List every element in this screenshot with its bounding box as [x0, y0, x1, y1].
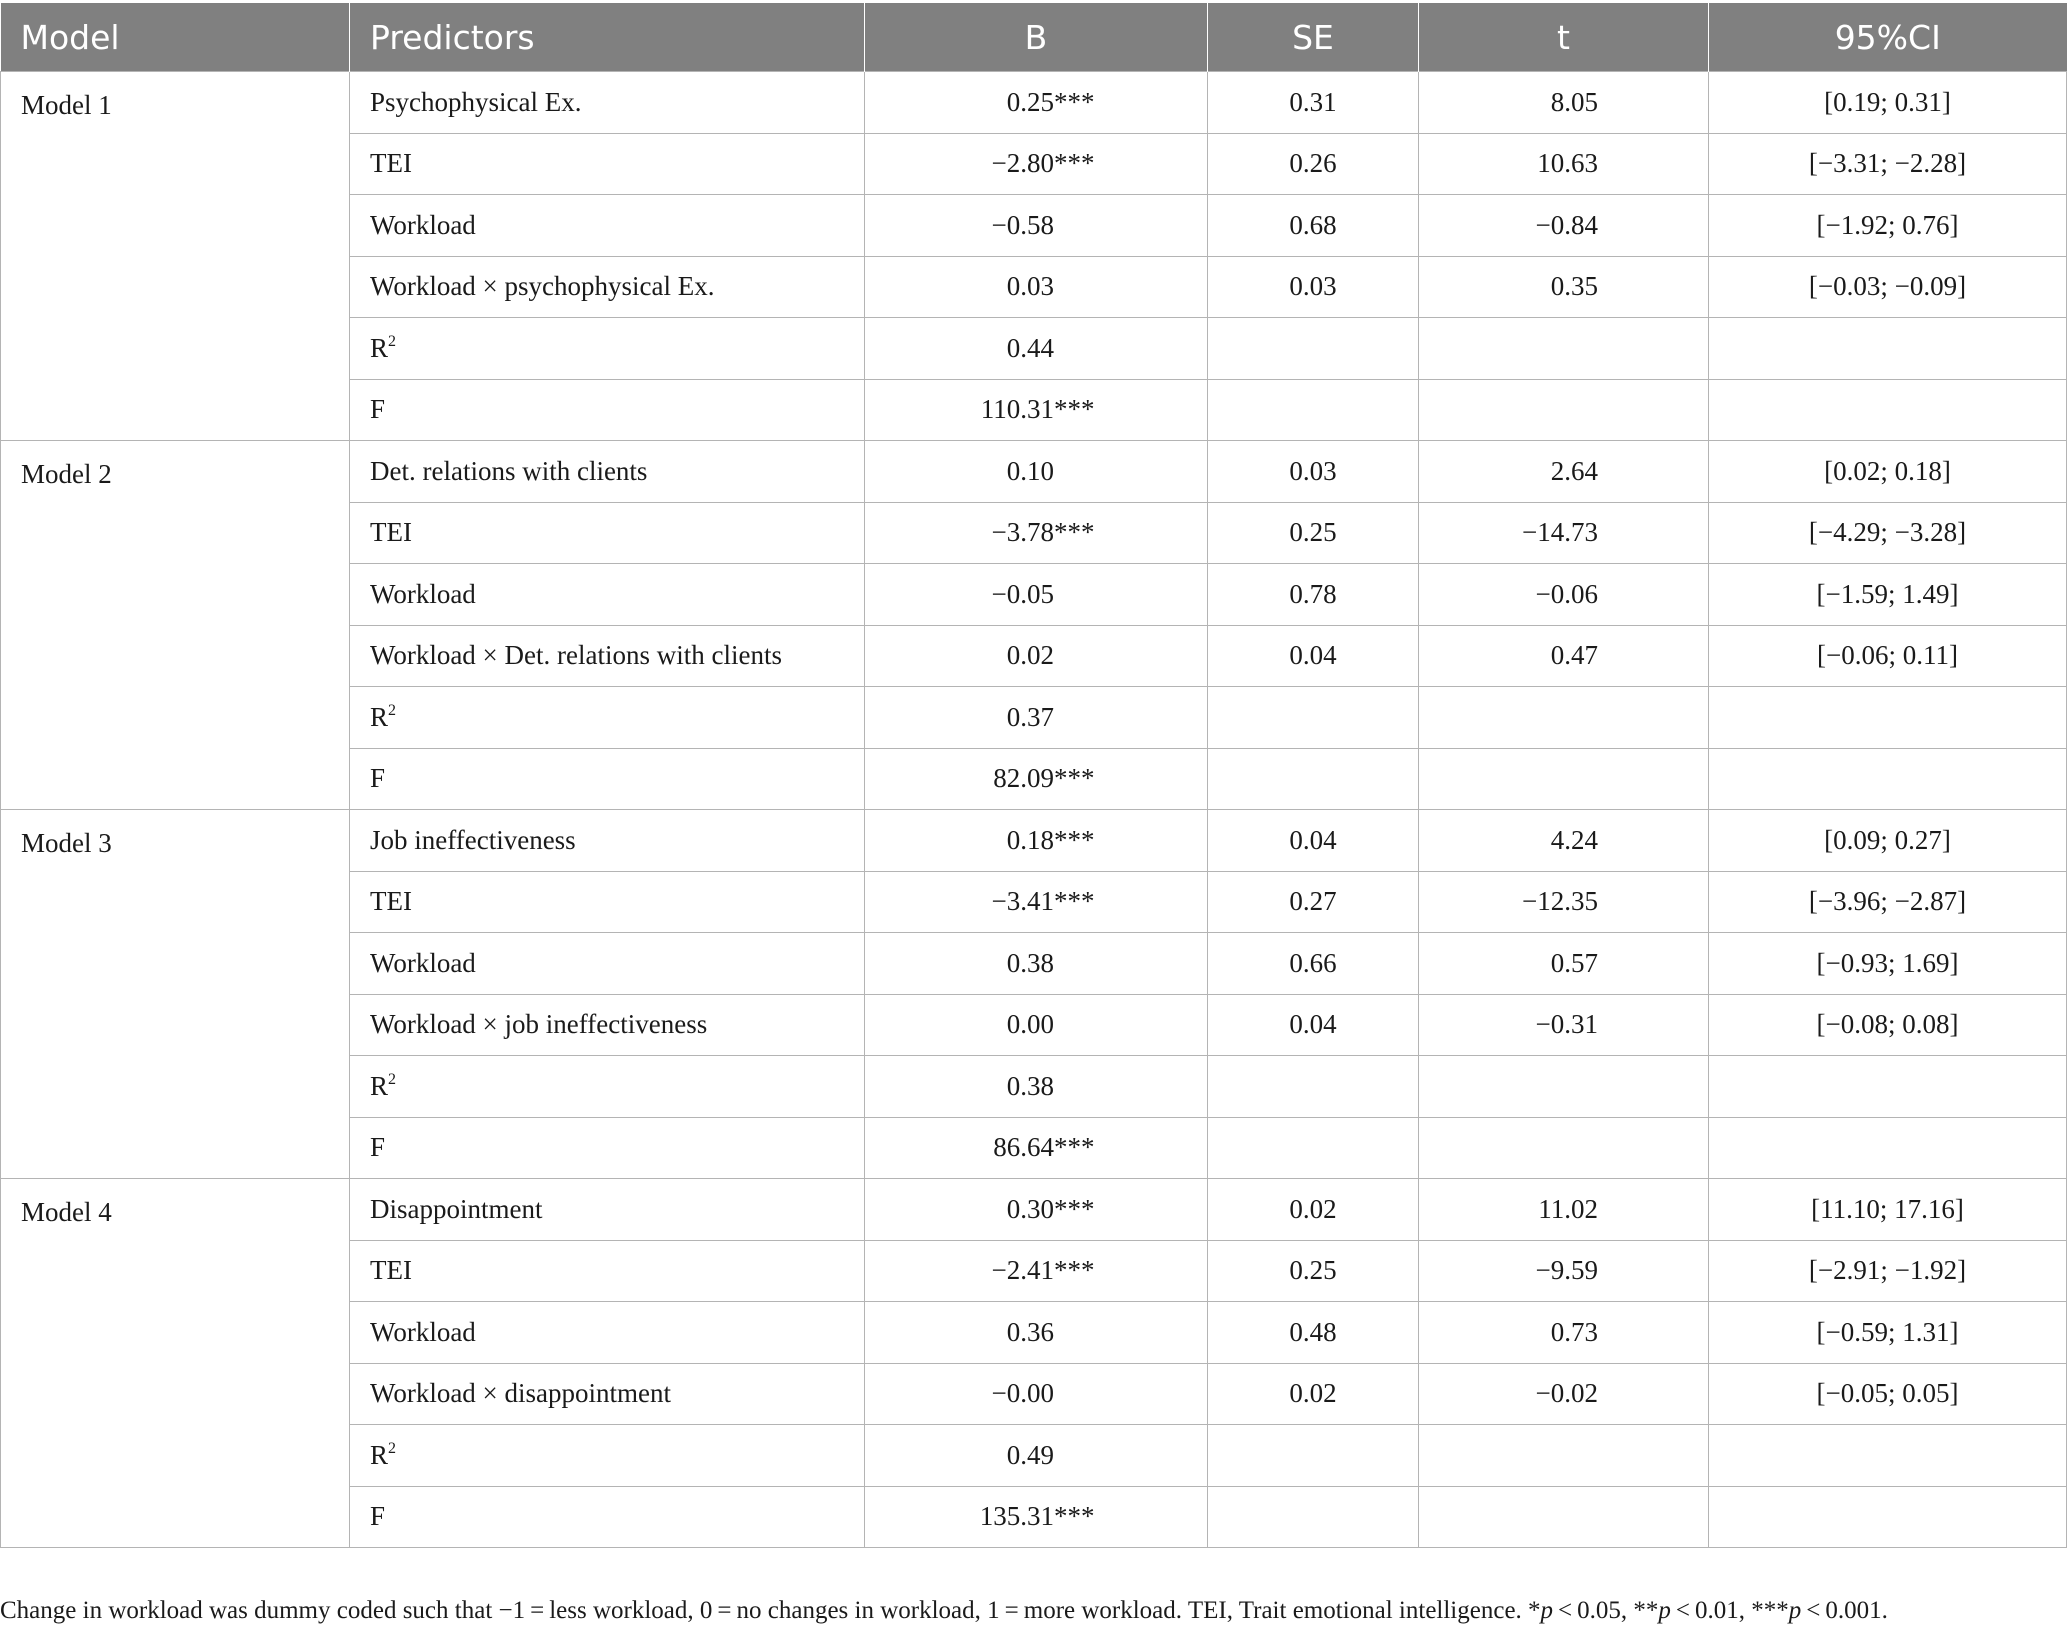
se-value: 0.68 — [1208, 195, 1419, 257]
b-value: 0.25 — [1006, 86, 1054, 117]
b-value: 0.36 — [1006, 1316, 1054, 1347]
header-t: t — [1419, 3, 1709, 72]
se-value: 0.04 — [1208, 994, 1419, 1056]
b-cell — [865, 502, 1208, 564]
header-row — [1, 3, 2067, 72]
r-superscript: 2 — [388, 1439, 397, 1457]
empty-cell — [1419, 379, 1709, 441]
note-p1: p — [1540, 1597, 1554, 1624]
predictor-name: Workload — [350, 933, 865, 995]
empty-cell — [1709, 1486, 2067, 1548]
f-label: F — [350, 1486, 865, 1548]
note-p2: p — [1658, 1597, 1671, 1624]
empty-cell — [1208, 318, 1419, 380]
b-value: 0.38 — [1006, 947, 1054, 978]
se-value: 0.66 — [1208, 933, 1419, 995]
b-cell — [865, 1179, 1208, 1241]
f-label: F — [350, 379, 865, 441]
regression-table — [0, 3, 2067, 1548]
t-value: −12.35 — [1419, 871, 1709, 933]
ci-value: [−0.59; 1.31] — [1709, 1302, 2067, 1364]
ci-value: [0.19; 0.31] — [1709, 72, 2067, 134]
header-model: Model — [1, 3, 350, 72]
b-value: 135.31 — [979, 1501, 1054, 1532]
ci-value: [−2.91; −1.92] — [1709, 1240, 2067, 1302]
model-name: Model 2 — [1, 441, 350, 810]
b-value: 0.00 — [1006, 1009, 1054, 1040]
b-value: 0.02 — [1006, 640, 1054, 671]
b-cell — [865, 994, 1208, 1056]
r-superscript: 2 — [388, 332, 397, 350]
ci-value: [−0.05; 0.05] — [1709, 1363, 2067, 1425]
ci-value: [−0.06; 0.11] — [1709, 625, 2067, 687]
b-value: −0.05 — [991, 578, 1054, 609]
ci-value: [11.10; 17.16] — [1709, 1179, 2067, 1241]
empty-cell — [1208, 379, 1419, 441]
ci-value: [−4.29; −3.28] — [1709, 502, 2067, 564]
se-value: 0.04 — [1208, 810, 1419, 872]
significance-stars: *** — [1054, 86, 1095, 117]
note-t2: < 0.01, *** — [1670, 1597, 1789, 1624]
b-value: 82.09 — [993, 763, 1054, 794]
se-value: 0.25 — [1208, 1240, 1419, 1302]
b-cell — [865, 1117, 1208, 1179]
table-row — [1, 72, 2067, 134]
b-cell — [865, 1240, 1208, 1302]
empty-cell — [1208, 1425, 1419, 1487]
se-value: 0.78 — [1208, 564, 1419, 626]
r-superscript: 2 — [388, 1070, 397, 1088]
se-value: 0.31 — [1208, 72, 1419, 134]
table-footnote — [0, 1597, 1888, 1625]
b-cell — [865, 379, 1208, 441]
f-label: F — [350, 1117, 865, 1179]
t-value: 0.57 — [1419, 933, 1709, 995]
t-value: 8.05 — [1419, 72, 1709, 134]
header-ci: 95%CI — [1709, 3, 2067, 72]
model-name: Model 3 — [1, 810, 350, 1179]
empty-cell — [1709, 1117, 2067, 1179]
ci-value: [−3.96; −2.87] — [1709, 871, 2067, 933]
b-cell — [865, 441, 1208, 503]
t-value: 0.47 — [1419, 625, 1709, 687]
t-value: −0.84 — [1419, 195, 1709, 257]
t-value: −0.06 — [1419, 564, 1709, 626]
predictor-name: Workload × psychophysical Ex. — [350, 256, 865, 318]
b-value: −0.58 — [991, 209, 1054, 240]
r-label: R — [370, 332, 389, 363]
se-value: 0.48 — [1208, 1302, 1419, 1364]
b-cell — [865, 256, 1208, 318]
empty-cell — [1709, 748, 2067, 810]
b-cell — [865, 933, 1208, 995]
predictor-name: Workload — [350, 564, 865, 626]
f-label: F — [350, 748, 865, 810]
empty-cell — [1208, 1486, 1419, 1548]
se-value: 0.03 — [1208, 441, 1419, 503]
r-label: R — [370, 1070, 389, 1101]
significance-stars: *** — [1054, 517, 1095, 548]
ci-value: [−3.31; −2.28] — [1709, 133, 2067, 195]
ci-value: [−0.08; 0.08] — [1709, 994, 2067, 1056]
predictor-name: Psychophysical Ex. — [350, 72, 865, 134]
b-value: 110.31 — [980, 394, 1054, 425]
b-cell — [865, 195, 1208, 257]
b-value: 0.49 — [1006, 1439, 1054, 1470]
predictor-name: Workload — [350, 1302, 865, 1364]
significance-stars: *** — [1054, 1193, 1095, 1224]
table-row — [1, 1179, 2067, 1241]
r-squared-label — [350, 1056, 865, 1118]
empty-cell — [1208, 687, 1419, 749]
b-value: −3.41 — [991, 886, 1054, 917]
predictor-name: Workload × job ineffectiveness — [350, 994, 865, 1056]
b-value: −2.41 — [991, 1255, 1054, 1286]
b-cell — [865, 564, 1208, 626]
b-cell — [865, 748, 1208, 810]
empty-cell — [1208, 1117, 1419, 1179]
b-value: −2.80 — [991, 148, 1054, 179]
r-superscript: 2 — [388, 701, 397, 719]
b-cell — [865, 871, 1208, 933]
empty-cell — [1419, 748, 1709, 810]
table-body — [1, 72, 2067, 1548]
empty-cell — [1709, 687, 2067, 749]
empty-cell — [1709, 318, 2067, 380]
table-row — [1, 810, 2067, 872]
se-value: 0.04 — [1208, 625, 1419, 687]
model-name: Model 1 — [1, 72, 350, 441]
significance-stars: *** — [1054, 1501, 1095, 1532]
se-value: 0.02 — [1208, 1179, 1419, 1241]
empty-cell — [1208, 748, 1419, 810]
significance-stars: *** — [1054, 148, 1095, 179]
b-cell — [865, 810, 1208, 872]
significance-stars: *** — [1054, 394, 1095, 425]
b-cell — [865, 1363, 1208, 1425]
empty-cell — [1208, 1056, 1419, 1118]
predictor-name: Workload — [350, 195, 865, 257]
empty-cell — [1709, 1056, 2067, 1118]
b-value: 0.03 — [1006, 271, 1054, 302]
predictor-name: Workload × disappointment — [350, 1363, 865, 1425]
ci-value: [−1.59; 1.49] — [1709, 564, 2067, 626]
t-value: 11.02 — [1419, 1179, 1709, 1241]
b-cell — [865, 625, 1208, 687]
b-cell — [865, 318, 1208, 380]
t-value: −9.59 — [1419, 1240, 1709, 1302]
t-value: −0.31 — [1419, 994, 1709, 1056]
r-squared-label — [350, 318, 865, 380]
t-value: 10.63 — [1419, 133, 1709, 195]
t-value: 2.64 — [1419, 441, 1709, 503]
significance-stars: *** — [1054, 763, 1095, 794]
t-value: 0.35 — [1419, 256, 1709, 318]
b-cell — [865, 72, 1208, 134]
b-cell — [865, 1425, 1208, 1487]
b-value: 86.64 — [993, 1132, 1054, 1163]
b-cell — [865, 1056, 1208, 1118]
b-value: 0.10 — [1006, 455, 1054, 486]
predictor-name: Workload × Det. relations with clients — [350, 625, 865, 687]
b-cell — [865, 1302, 1208, 1364]
b-value: 0.30 — [1006, 1193, 1054, 1224]
b-value: −3.78 — [991, 517, 1054, 548]
ci-value: [−1.92; 0.76] — [1709, 195, 2067, 257]
b-cell — [865, 687, 1208, 749]
empty-cell — [1419, 318, 1709, 380]
predictor-name: Disappointment — [350, 1179, 865, 1241]
ci-value: [−0.93; 1.69] — [1709, 933, 2067, 995]
se-value: 0.27 — [1208, 871, 1419, 933]
predictor-name: TEI — [350, 133, 865, 195]
significance-stars: *** — [1054, 886, 1095, 917]
r-squared-label — [350, 687, 865, 749]
b-value: 0.38 — [1006, 1070, 1054, 1101]
se-value: 0.03 — [1208, 256, 1419, 318]
regression-table-container — [0, 3, 2066, 1548]
b-value: 0.44 — [1006, 332, 1054, 363]
note-p3: p — [1788, 1597, 1802, 1624]
note-t3: < 0.001. — [1801, 1597, 1888, 1624]
b-cell — [865, 1486, 1208, 1548]
header-predictors: Predictors — [350, 3, 865, 72]
empty-cell — [1419, 687, 1709, 749]
table-row — [1, 441, 2067, 503]
b-value: −0.00 — [991, 1378, 1054, 1409]
note-text-a: Change in workload was dummy coded such that −1 = less workload, 0 = no changes in workload, 1 = more workload. TEI, Trait emotional intelligence. * — [0, 1597, 1541, 1624]
predictor-name: Job ineffectiveness — [350, 810, 865, 872]
empty-cell — [1419, 1056, 1709, 1118]
t-value: 4.24 — [1419, 810, 1709, 872]
t-value: 0.73 — [1419, 1302, 1709, 1364]
t-value: −14.73 — [1419, 502, 1709, 564]
model-name: Model 4 — [1, 1179, 350, 1548]
predictor-name: Det. relations with clients — [350, 441, 865, 503]
predictor-name: TEI — [350, 502, 865, 564]
empty-cell — [1709, 379, 2067, 441]
predictor-name: TEI — [350, 1240, 865, 1302]
se-value: 0.26 — [1208, 133, 1419, 195]
empty-cell — [1709, 1425, 2067, 1487]
empty-cell — [1419, 1117, 1709, 1179]
empty-cell — [1419, 1486, 1709, 1548]
header-b: B — [865, 3, 1208, 72]
note-t1: < 0.05, ** — [1553, 1597, 1659, 1624]
empty-cell — [1419, 1425, 1709, 1487]
header-se: SE — [1208, 3, 1419, 72]
r-label: R — [370, 1439, 389, 1470]
ci-value: [−0.03; −0.09] — [1709, 256, 2067, 318]
predictor-name: TEI — [350, 871, 865, 933]
b-cell — [865, 133, 1208, 195]
t-value: −0.02 — [1419, 1363, 1709, 1425]
significance-stars: *** — [1054, 824, 1095, 855]
se-value: 0.25 — [1208, 502, 1419, 564]
se-value: 0.02 — [1208, 1363, 1419, 1425]
ci-value: [0.02; 0.18] — [1709, 441, 2067, 503]
significance-stars: *** — [1054, 1132, 1095, 1163]
b-value: 0.18 — [1006, 824, 1054, 855]
b-value: 0.37 — [1006, 701, 1054, 732]
r-label: R — [370, 701, 389, 732]
ci-value: [0.09; 0.27] — [1709, 810, 2067, 872]
significance-stars: *** — [1054, 1255, 1095, 1286]
r-squared-label — [350, 1425, 865, 1487]
